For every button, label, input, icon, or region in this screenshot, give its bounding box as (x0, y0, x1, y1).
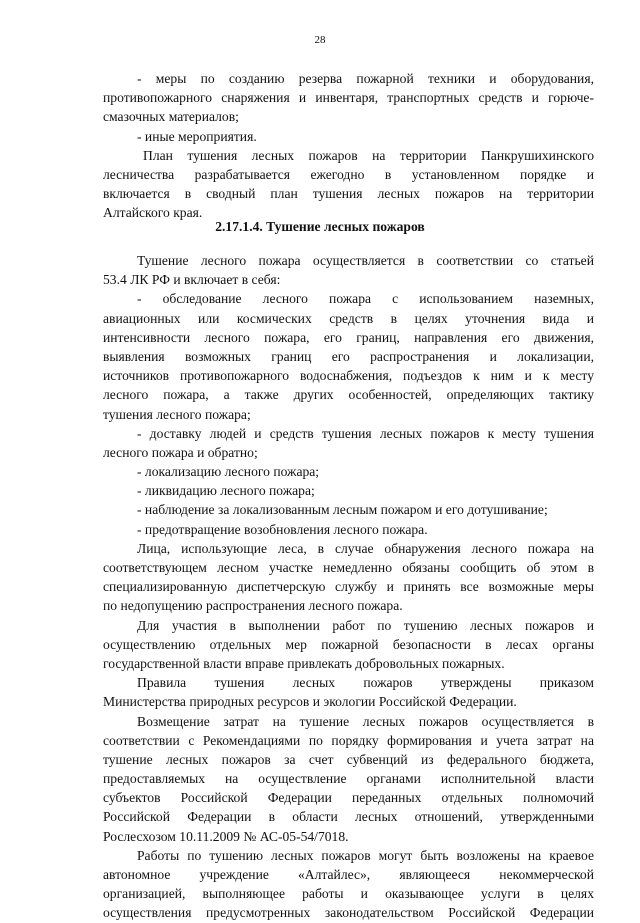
text-line: соответствующем лесном участке немедленно обязаны сообщить об этом в (103, 560, 594, 575)
text-line: предоставляемых на осуществление органами исполнительной власти (103, 771, 594, 787)
text-line: выявления возможных границ его распространения и локализации, (103, 348, 594, 364)
text-line: Работы по тушению лесных пожаров могут быть возложены на краевое (137, 847, 594, 863)
text-block-main (103, 251, 594, 923)
text-line: Для участия в выполнении работ по тушению лесных пожаров и (137, 617, 594, 633)
text-line: тушения лесного пожара; (103, 406, 251, 422)
text-line: Министерства природных ресурсов и экологии Российской Федерации. (103, 694, 517, 710)
text-line: интенсивности лесного пожара, его границ, направления его движения, (103, 329, 594, 345)
text-line: лесного пожара, а также других особенностей, определяющих тактику (103, 387, 594, 403)
text-line: включается в сводный план тушения лесных пожаров на территории (103, 186, 594, 202)
text-line: лесничества разрабатывается ежегодно в установленном порядке и (103, 166, 594, 182)
text-line: - меры по созданию резерва пожарной техники и оборудования, (137, 71, 594, 86)
text-line: - наблюдение за локализованным лесным пожаром и его дотушивание; (137, 502, 548, 518)
text-line: - доставку людей и средств тушения лесных пожаров к месту тушения (137, 425, 594, 441)
text-line: специализированную диспетчерскую службу и принять все возможные меры (103, 579, 594, 595)
text-line: Возмещение затрат на тушение лесных пожаров осуществляется в (137, 713, 594, 729)
text-line: источников противопожарного водоснабжения, подъездов к ним и к месту (103, 368, 594, 384)
text-line: Алтайского края. (103, 205, 203, 221)
text-line: авиационных или космических средств в целях уточнения вида и (103, 310, 594, 326)
text-line: Рослесхозом 10.11.2009 № АС-05-54/7018. (103, 828, 349, 844)
text-line: - предотвращение возобновления лесного пожара. (137, 521, 428, 537)
text-line: соответствии с Рекомендациями по порядку формирования и учета затрат на (103, 732, 594, 748)
text-line: осуществлению отдельных мер пожарной безопасности в лесах органы (103, 636, 594, 652)
text-line: - локализацию лесного пожара; (137, 464, 320, 480)
text-line: Правила тушения лесных пожаров утверждены приказом (137, 675, 594, 691)
text-line: - иные мероприятия. (137, 128, 257, 144)
text-line: - ликвидацию лесного пожара; (137, 483, 315, 499)
text-line: по недопущению распространения лесного пожара. (103, 598, 403, 614)
text-line: Тушение лесного пожара осуществляется в соответствии со статьей (137, 253, 594, 268)
text-line: тушение лесных пожаров за счет субвенций из федерального бюджета, (103, 751, 594, 767)
text-line: План тушения лесных пожаров на территории Панкрушихинского (143, 147, 594, 163)
page-number: 28 (314, 34, 326, 46)
text-line: лесного пожара и обратно; (103, 444, 258, 460)
text-line: 53.4 ЛК РФ и включает в себя: (103, 272, 281, 288)
text-line: субъектов Российской Федерации переданных отдельных полномочий (103, 790, 594, 806)
text-line: противопожарного снаряжения и инвентаря, транспортных средств и горюче- (103, 90, 594, 106)
text-line: государственной власти вправе привлекать добровольных пожарных. (103, 655, 505, 671)
text-line: автономное учреждение «Алтайлес», являющееся некоммерческой (103, 867, 594, 882)
text-line: Российской Федерации в области лесных отношений, утвержденными (103, 809, 594, 825)
text-line: организацией, выполняющее работы и оказывающее услуги в целях (103, 886, 594, 902)
text-block-intro (103, 69, 594, 223)
text-line: - обследование лесного пожара с использованием наземных, (137, 291, 594, 307)
text-line: смазочных материалов; (103, 109, 239, 125)
text-line: Лица, использующие леса, в случае обнаружения лесного пожара на (137, 540, 594, 556)
section-heading: 2.17.1.4. Тушение лесных пожаров (215, 219, 425, 234)
text-line: осуществления предусмотренных законодательством Российской Федерации (103, 905, 594, 921)
